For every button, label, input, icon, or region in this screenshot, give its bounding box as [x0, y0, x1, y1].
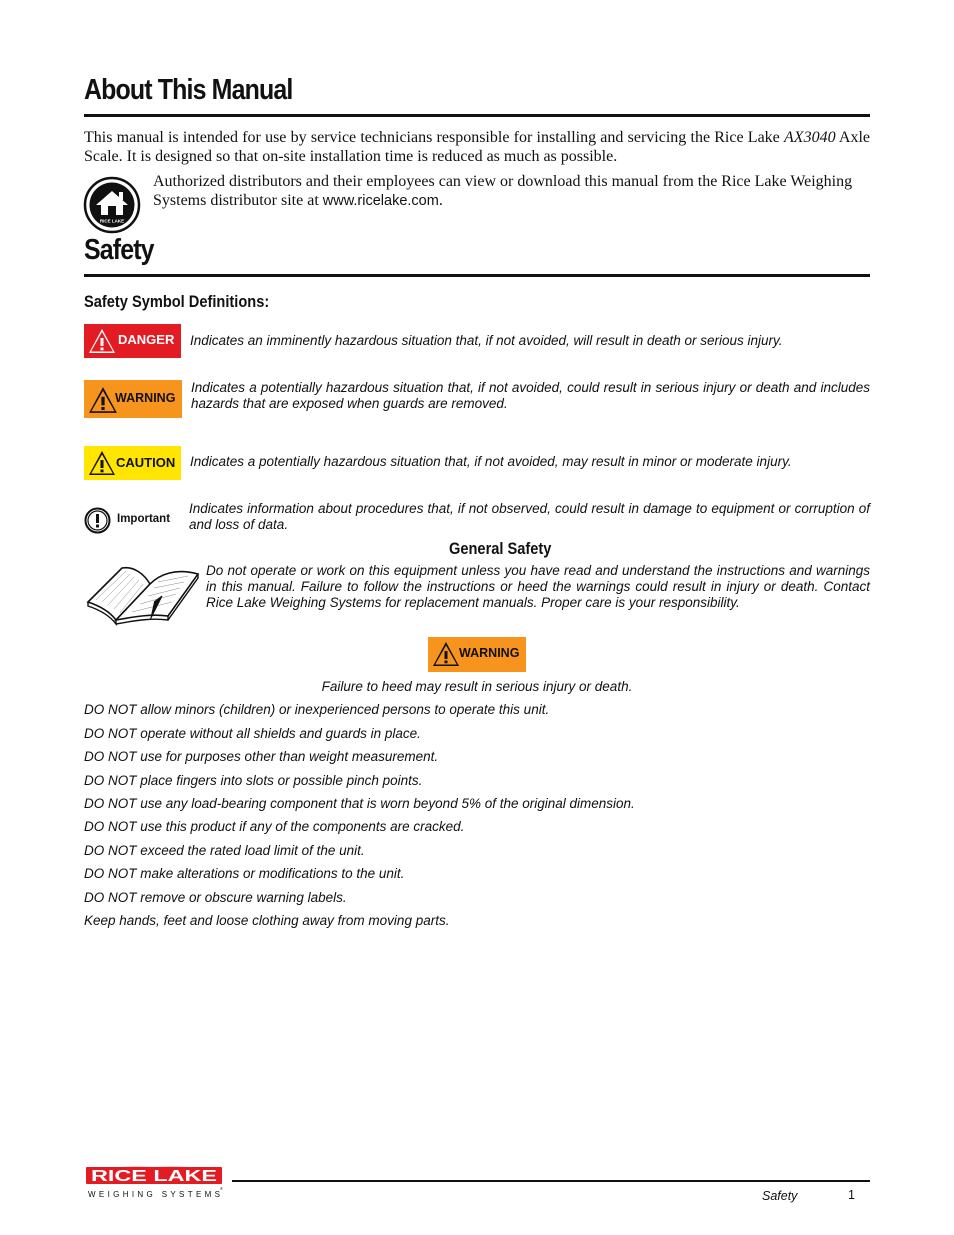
exclamation-circle-icon — [84, 507, 111, 534]
house-icon — [83, 176, 141, 234]
caution-label: CAUTION — [116, 455, 176, 470]
svg-text:RICE LAKE: RICE LAKE — [91, 1168, 218, 1185]
safety-rule-item: DO NOT use any load-bearing component that is worn beyond 5% of the original dimension. — [84, 796, 635, 811]
rice-lake-logo — [84, 1166, 224, 1200]
warning-caption: Failure to heed may result in serious injury or death. — [321, 679, 633, 694]
important-label: Important — [117, 513, 171, 525]
intro-text-1: This manual is intended for use by service technicians responsible for installing and servicing the Rice Lake — [84, 129, 780, 146]
safety-rule-item: DO NOT allow minors (children) or inexperienced persons to operate this unit. — [84, 702, 550, 717]
svg-text:RICE LAKE: RICE LAKE — [99, 218, 125, 224]
general-warning-label: WARNING — [459, 646, 520, 660]
general-warning-triangle-icon — [432, 640, 460, 668]
warning-description: Indicates a potentially hazardous situation that, if not avoided, could result in serious injury or death and includes hazards that are exposed when guards are removed. — [191, 380, 870, 411]
caution-description: Indicates a potentially hazardous situation that, if not avoided, may result in minor or moderate injury. — [190, 454, 792, 469]
important-description: Indicates information about procedures that, if not observed, could result in damage to equipment or corruption of and loss of data. — [189, 501, 870, 532]
intro-paragraph — [84, 128, 870, 166]
distributor-paragraph: Authorized distributors and their employees can view or download this manual from the Rice Lake Weighing Systems distributor site at www.ricelake.com. — [153, 173, 853, 209]
caution-triangle-icon — [88, 449, 116, 477]
page-title: About This Manual — [84, 74, 293, 106]
general-safety-text: Do not operate or work on this equipment unless you have read and understand the instructions and warnings in this manual. Failure to follow the instructions or heed the warnings could result in injury or death. Contact Rice Lake Weighing Systems for replacement manuals. Proper care is your responsibility. — [206, 563, 870, 610]
definitions-heading: Safety Symbol Definitions: — [84, 292, 270, 311]
danger-triangle-icon — [88, 327, 116, 355]
distributor-text: Authorized distributors and their employees can view or download this manual from the Rice Lake Weighing Systems distributor site at — [153, 173, 853, 209]
warning-badge — [84, 380, 182, 418]
warning-triangle-icon — [88, 385, 118, 415]
general-safety-heading: General Safety — [449, 539, 552, 558]
open-book-icon — [84, 562, 202, 628]
safety-rule-item: DO NOT make alterations or modifications to the unit. — [84, 866, 405, 881]
ricelake-link[interactable]: www.ricelake.com — [322, 193, 439, 209]
footer-section: Safety — [762, 1189, 798, 1203]
safety-rule-item: Keep hands, feet and loose clothing away from moving parts. — [84, 913, 450, 928]
intro-text-2: Axle Scale. It is designed so that on-site installation time is reduced as much as possible. — [84, 129, 871, 165]
general-warning-badge — [428, 637, 526, 672]
warning-label: WARNING — [115, 391, 176, 405]
safety-title: Safety — [84, 234, 154, 266]
caution-badge — [84, 446, 181, 480]
page-number: 1 — [848, 1188, 855, 1202]
safety-rule-item: DO NOT use this product if any of the components are cracked. — [84, 819, 465, 834]
safety-rule-item: DO NOT place fingers into slots or possible pinch points. — [84, 773, 423, 788]
safety-rule-item: DO NOT exceed the rated load limit of the unit. — [84, 843, 365, 858]
danger-label: DANGER — [118, 332, 175, 347]
danger-description: Indicates an imminently hazardous situation that, if not avoided, will result in death or serious injury. — [190, 333, 783, 348]
safety-rule-item: DO NOT use for purposes other than weight measurement. — [84, 749, 439, 764]
svg-text:WEIGHING SYSTEMS: WEIGHING SYSTEMS — [88, 1190, 220, 1199]
safety-rule-item: DO NOT remove or obscure warning labels. — [84, 890, 347, 905]
intro-model: AX3040 — [784, 129, 836, 146]
important-badge — [84, 507, 184, 533]
safety-rule-item: DO NOT operate without all shields and guards in place. — [84, 726, 421, 741]
safety-rule — [84, 274, 870, 277]
danger-badge — [84, 324, 181, 358]
title-rule — [84, 114, 870, 117]
svg-text:®: ® — [220, 1186, 223, 1191]
footer-rule — [232, 1180, 870, 1182]
